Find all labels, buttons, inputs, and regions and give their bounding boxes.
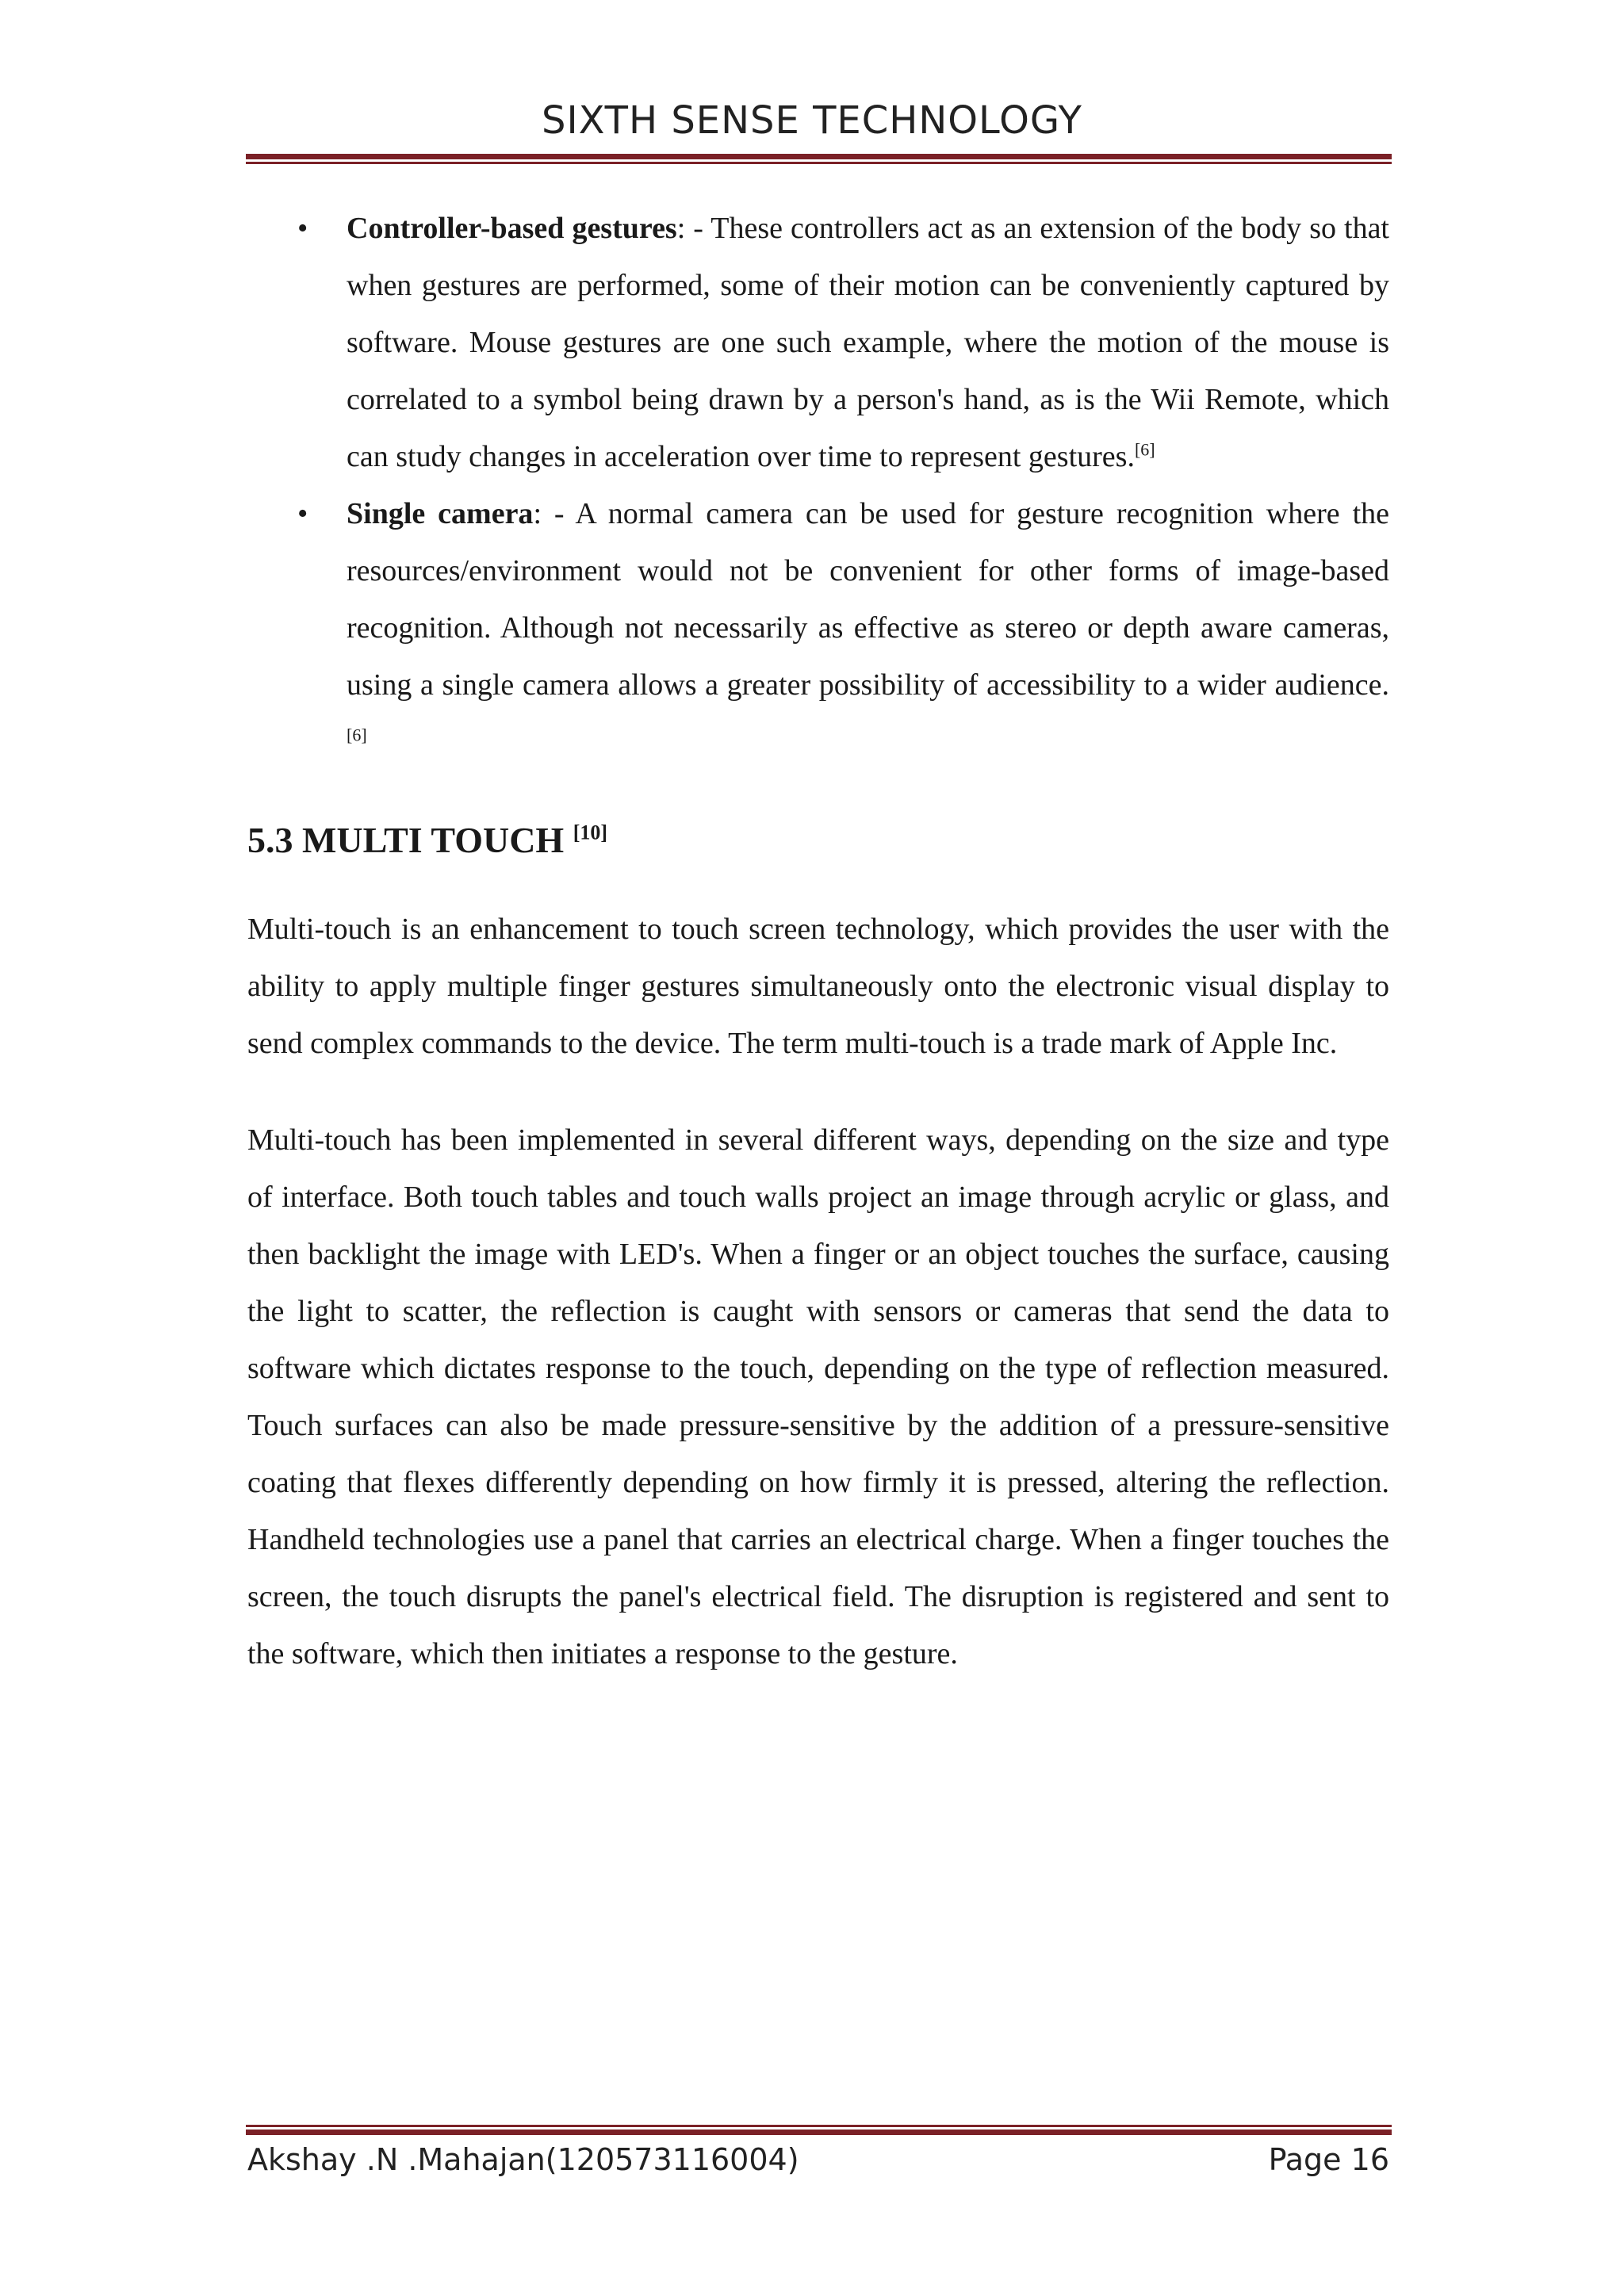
page-content: [247, 200, 1389, 1722]
bullet-icon: •: [297, 497, 308, 530]
paragraph: Multi-touch has been implemented in several different ways, depending on the size and type of interface. Both touch tables and touch walls project an image through acrylic or glass, and then backlight the image with LED's. When a finger or an object touches the surface, causing the light to scatter, the reflection is caught with sensors or cameras that send the data to software which dictates response to the touch, depending on the type of reflection measured. Touch surfaces can also be made pressure-sensitive by the addition of a pressure-sensitive coating that flexes differently depending on how firmly it is pressed, altering the reflection. Handheld technologies use a panel that carries an electrical charge. When a finger touches the screen, the touch disrupts the panel's electrical field. The disruption is registered and sent to the software, which then initiates a response to the gesture.: [247, 1123, 1389, 1670]
header-title: SIXTH SENSE TECHNOLOGY: [542, 98, 1082, 143]
header-rule: [246, 154, 1392, 164]
citation: [6]: [1134, 439, 1155, 460]
citation: [6]: [347, 725, 367, 745]
bullet-term: Controller-based gestures: [347, 212, 677, 245]
footer-author: Akshay .N .Mahajan(120573116004): [247, 2142, 799, 2177]
section-heading-text: 5.3 MULTI TOUCH: [247, 820, 573, 860]
section-citation: [10]: [573, 821, 608, 844]
bullet-separator: : -: [676, 212, 711, 245]
bullet-separator: : -: [533, 497, 576, 530]
section-heading: [247, 817, 1389, 864]
bullet-list: [247, 200, 1389, 771]
bullet-icon: •: [297, 212, 308, 245]
page-number: Page 16: [1268, 2142, 1389, 2177]
bullet-text: A normal camera can be used for gesture recognition where the resources/environment would not be convenient for other forms of image-based recognition. Although not necessarily as effective as stereo or depth aware cameras, using a single camera allows a greater possibility of accessibility to a wider audience.: [347, 497, 1389, 702]
list-item: [247, 200, 1389, 485]
paragraph: Multi-touch is an enhancement to touch screen technology, which provides the user with the ability to apply multiple finger gestures simultaneously onto the electronic visual display to send complex commands to the device. The term multi-touch is a trade mark of Apple Inc.: [247, 913, 1389, 1060]
footer-rule: [246, 2125, 1392, 2135]
list-item: [247, 485, 1389, 771]
bullet-text: These controllers act as an extension of the body so that when gestures are performed, some of their motion can be conveniently captured by software. Mouse gestures are one such example, where the motion of the mouse is correlated to a symbol being drawn by a person's hand, as is the Wii Remote, which can study changes in acceleration over time to represent gestures.: [347, 212, 1389, 473]
bullet-term: Single camera: [347, 497, 534, 530]
